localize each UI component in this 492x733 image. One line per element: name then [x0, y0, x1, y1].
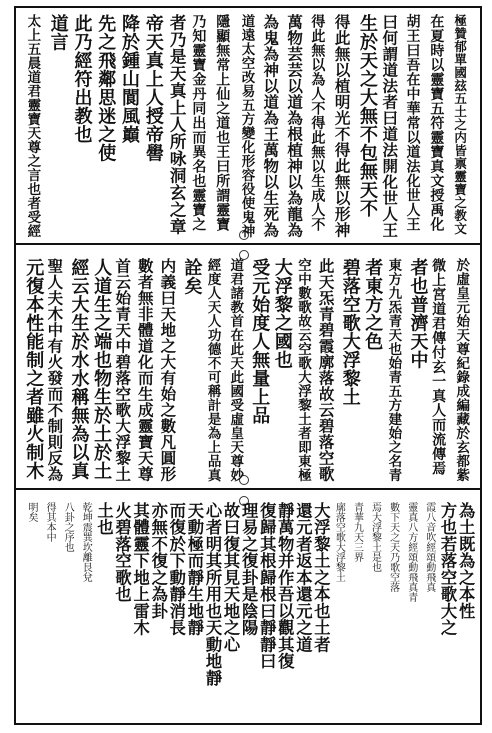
text-column: 天動極而靜生地靜 [184, 502, 204, 637]
text-column: 人道生之端也物生於土於土 [91, 258, 113, 480]
text-column: 故曰復其見天地之心 [221, 502, 241, 653]
text-column: 數下天之天乃歌空落 [387, 502, 399, 592]
text-column: 生於天之大無不包無天不 [356, 14, 378, 218]
panel-divider-2 [14, 488, 482, 490]
text-column: 者乃是天真上人所咏洞玄之章 [167, 14, 187, 235]
text-column: 而復於下動靜消長 [166, 502, 186, 637]
text-column: 元復本性能制之者雖火制木 [23, 258, 45, 480]
text-column: 降於鍾山閬風巔 [119, 14, 141, 144]
panel-divider-1 [14, 243, 482, 245]
text-column: 東方九炁青天也始青五方建始之名青 [385, 258, 402, 482]
text-column: 曰何謂道法者曰道法開化世人王 [380, 14, 400, 238]
text-column: 復歸其根歸根曰靜靜曰 [257, 502, 277, 670]
text-column: 微上宮道君傳付玄一真人而流傳焉 [430, 258, 447, 476]
text-column: 方也若落空歌大之 [438, 502, 457, 637]
text-column: 還元者返本還元之道 [293, 502, 313, 653]
text-column: 得此無以為人不得此無以生成人不 [309, 14, 326, 232]
text-column: 帝天真上人授帝嚳 [142, 14, 164, 162]
text-column: 内義曰天地之大有始之數凡圓形 [158, 258, 178, 482]
text-column: 經度人天人功德不可稱計是為上品真 [204, 258, 221, 482]
text-column: 胡王曰吾在中華常以道法化世人王 [404, 14, 421, 232]
text-column: 乾坤震巽坎離艮兌 [80, 502, 92, 582]
text-column: 得此無以植明光不得此無以形神 [332, 14, 352, 238]
text-column: 為土既為之本性 [456, 502, 476, 620]
text-column: 靈真八方經頌動飛真青 [405, 502, 417, 602]
text-column: 空中數歌故云空歌大浮黎土者即東極 [295, 258, 311, 482]
text-column: 土也 [94, 502, 114, 536]
text-column: 其體靈下地上雷木 [130, 502, 150, 637]
text-column: 於虛皇元始天尊紀錄成編藏於玄都紫 [453, 258, 470, 482]
text-column: 乃知靈寶金丹同出而異名也靈寶之 [190, 14, 207, 232]
text-column: 受元始度人無量上品 [249, 258, 271, 425]
text-column: 靜萬物并作吾以觀其復 [275, 502, 295, 670]
text-column: 道君諸教首在此天此國受虛皇天尊妙 [227, 258, 244, 482]
text-column: 道言 [47, 14, 69, 51]
text-column: 此乃經符出教也 [71, 14, 93, 144]
text-column: 亦無不復之為卦 [148, 502, 168, 620]
text-column: 先之飛鄰思迷之使 [95, 14, 117, 162]
text-column: 數者無非體道化而生成靈寶天尊 [135, 258, 155, 482]
text-column: 八卦之序也 [62, 502, 74, 552]
text-column: 者也普濟天中 [407, 258, 429, 369]
text-column: 霞八音吹經頌動飛真 [423, 502, 435, 592]
text-column: 火碧落空歌也 [112, 502, 132, 603]
text-column: 理易之復卦是陰陽 [239, 502, 259, 637]
text-column: 極贊郁單國玆五土之内皆禀靈寶之教文 [452, 14, 468, 235]
text-column: 道遠太空改易五方變化形容役使鬼神 [238, 14, 255, 238]
text-column: 大浮黎土之本也土者 [311, 502, 331, 653]
text-column: 聖人夫木中有火發而不制則反為 [45, 258, 65, 482]
text-column: 隱顯無常上仙之道也王曰所謂靈寶 [214, 14, 231, 232]
panel-bottom [22, 502, 474, 718]
text-column: 經云大生於水水稱無為以真 [68, 258, 90, 480]
text-column: 萬物芸芸以道為根植神以為龍為 [285, 14, 305, 238]
text-column: 廓落空歌大浮黎土 [333, 502, 345, 582]
text-column: 太上五晨道君靈寶天尊之言也者受經 [24, 14, 41, 238]
text-column: 明矣 [26, 502, 38, 522]
text-column: 碧落空歌大浮黎土 [339, 258, 361, 406]
text-column: 首云始青天中碧落空歌大浮黎土 [113, 258, 133, 482]
text-column: 為鬼為神以道為王萬物以生死為 [261, 14, 281, 238]
text-column: 心者明其所用也天動地靜 [202, 502, 222, 687]
panel-middle [22, 258, 474, 482]
text-column: 焉大浮黎土是也 [369, 502, 381, 572]
text-column: 得其本中 [44, 502, 56, 542]
text-column: 大浮黎之國也 [271, 258, 293, 369]
text-column: 詮矣 [181, 258, 203, 295]
panel-top [22, 14, 474, 238]
text-column: 在夏時以靈寶五符靈寶真文授禹化 [428, 14, 445, 232]
text-column: 青華九天三界 [351, 502, 363, 562]
text-column: 此天炁青碧霞廓落故云碧落空歌 [316, 258, 336, 482]
text-column: 者東方之色 [362, 258, 384, 351]
